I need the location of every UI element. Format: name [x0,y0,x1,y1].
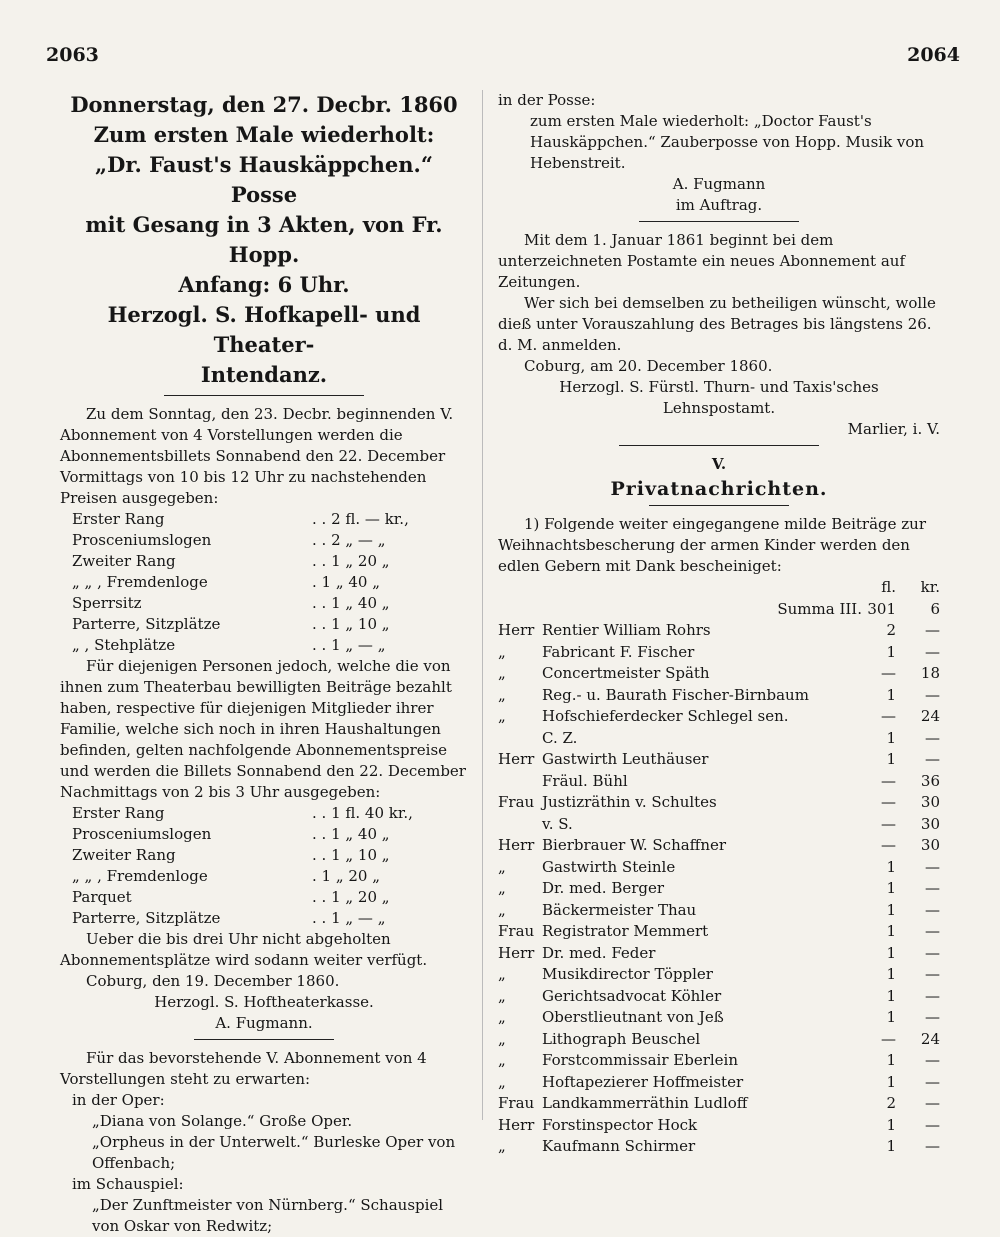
column-divider [482,90,483,1120]
donor-name: C. Z. [542,728,578,747]
donation-row [498,620,940,642]
summa-label: Summa III. [777,599,862,618]
donation-fl: 1 [886,1008,896,1026]
signature-line: A. Fugmann. [215,1014,313,1032]
price-row [72,824,452,845]
donor-title: Herr [498,1115,535,1134]
donation-fl: — [881,814,896,833]
donation-kr: — [925,1008,940,1026]
price-label: Zweiter Rang [72,552,176,570]
donation-kr: — [925,857,940,876]
summa-row [498,599,940,621]
dateline: Coburg, den 19. December 1860. [86,972,340,990]
donation-kr: — [925,1137,940,1155]
programme-posse-label: in der Posse: [498,91,596,109]
donor-name: Gerichtsadvocat Köhler [542,986,722,1005]
price-value: . . 1 „ — „ [312,636,386,654]
donation-kr: — [925,621,940,639]
programme-oper-label: in der Oper: [72,1091,165,1109]
donor-name: Dr. med. Berger [542,879,665,897]
donation-fl: 1 [886,685,896,704]
donation-fl: 1 [886,857,896,876]
donation-fl: 1 [886,879,896,897]
page-number-left: 2063 [46,44,99,66]
donation-row [498,900,940,922]
donation-kr: — [925,879,940,897]
price-label: Parterre, Sitzplätze [72,615,221,633]
signature-line: Marlier, i. V. [847,420,940,438]
price-value: . . 1 „ 10 „ [312,846,390,864]
price-row [72,635,452,656]
donation-fl: — [881,707,896,725]
announcement-date: Donnerstag, den 27. Decbr. 1860 [70,92,458,117]
price-row [72,593,452,614]
signature-line: Herzogl. S. Fürstl. Thurn- und Taxis'sches [559,378,879,396]
donation-row [498,943,940,965]
announcement-line: „Dr. Faust's Hauskäppchen.“ Posse [95,152,433,207]
donation-fl: 1 [886,986,896,1005]
donor-name: Landkammerräthin Ludloff [542,1094,748,1112]
donor-title: Herr [498,750,535,768]
donation-fl: — [881,771,896,790]
donor-title: Frau [498,922,535,940]
postamt-paragraph: Mit dem 1. Januar 1861 beginnt bei dem unterzeichneten Postamte ein neues Abonnement auf Zeitungen. [498,231,906,291]
donation-kr: 30 [920,814,940,833]
donation-row [498,749,940,771]
donor-title: Herr [498,836,535,854]
donation-row [498,964,940,986]
donations-intro: 1) Folgende weiter eingegangene milde Beiträge zur Weihnachtsbescherung der armen Kinder werden den edlen Gebern mit Dank bescheiniget: [498,515,927,575]
donation-fl: 1 [886,922,896,940]
donation-fl: 1 [886,1137,896,1155]
donation-kr: — [925,750,940,768]
donor-name: Forstinspector Hock [542,1115,698,1134]
signature-line: Herzogl. S. Hofkapell- und Theater- [107,302,421,357]
divider [164,395,364,396]
donation-kr: — [925,1094,940,1112]
donation-row [498,814,940,836]
donation-kr: 30 [920,836,940,854]
donation-fl: 1 [886,1051,896,1069]
donor-title: „ [498,1051,506,1069]
donation-row [498,857,940,879]
donor-name: Bierbrauer W. Schaffner [542,836,727,854]
price-label: Prosceniumslogen [72,825,212,843]
price-table-1 [72,509,452,656]
donation-row [498,1029,940,1051]
donor-title: „ [498,642,506,661]
donation-row [498,1050,940,1072]
column-header-fl: fl. [881,578,896,596]
price-row [72,845,452,866]
donation-fl: 1 [886,943,896,962]
donation-kr: 24 [920,707,940,725]
programme-schauspiel-label: im Schauspiel: [72,1175,184,1193]
dateline: Coburg, am 20. December 1860. [524,357,773,375]
programme-paragraph: Für das bevorstehende V. Abonnement von 4 Vorstellungen steht zu erwarten: [60,1049,427,1088]
donor-title: „ [498,965,506,983]
price-label: Sperrsitz [72,594,142,612]
price-label: Prosceniumslogen [72,531,212,549]
donation-kr: — [925,685,940,704]
price-row [72,866,452,887]
donation-row [498,1093,940,1115]
donor-name: Hofschieferdecker Schlegel sen. [542,707,789,725]
donation-fl: 1 [886,965,896,983]
donation-kr: — [925,943,940,962]
divider [639,221,799,222]
price-value: . . 1 „ 40 „ [312,825,390,843]
donor-title: Frau [498,1094,535,1112]
price-row [72,803,452,824]
price-value: . . 2 „ — „ [312,531,386,549]
donation-kr: — [925,642,940,661]
signature-line: A. Fugmann [672,175,766,193]
donation-row [498,835,940,857]
announcement-line: mit Gesang in 3 Akten, von Fr. Hopp. [85,212,443,267]
donor-title: „ [498,1008,506,1026]
donation-kr: 18 [920,664,940,682]
donation-fl: 1 [886,728,896,747]
donation-row [498,986,940,1008]
divider [619,445,819,446]
price-value: . . 1 „ 20 „ [312,552,390,570]
price-label: „ „ , Fremdenloge [72,573,208,591]
donor-title: „ [498,1072,506,1091]
divider [194,1039,334,1040]
donor-name: Dr. med. Feder [542,943,656,962]
donor-title: Herr [498,943,535,962]
donor-title: „ [498,879,506,897]
abonnement-paragraph: Zu dem Sonntag, den 23. Decbr. beginnenden V. Abonnement von 4 Vorstellungen werden die Abonnementsbillets Sonnabend den 22. December Vormittags von 10 bis 12 Uhr zu nachstehenden Preisen ausgegeben: [60,405,454,507]
programme-item: „Der Zunftmeister von Nürnberg.“ Schauspiel von Oskar von Redwitz; [92,1196,444,1235]
donor-name: Fräul. Bühl [542,771,628,790]
price-value: . . 1 „ 10 „ [312,615,390,633]
donation-fl: 2 [886,1094,896,1112]
donation-fl: — [881,793,896,811]
notice-paragraph: Ueber die bis drei Uhr nicht abgeholten Abonnementsplätze wird sodann weiter verfügt. [60,930,428,969]
donor-title: „ [498,900,506,919]
price-row [72,530,452,551]
donor-name: Kaufmann Schirmer [542,1137,696,1155]
price-value: . . 2 fl. — kr., [312,510,409,528]
donor-title: „ [498,1137,506,1155]
page-number-right: 2064 [907,44,960,66]
price-label: Zweiter Rang [72,846,176,864]
donor-name: Forstcommissair Eberlein [542,1051,738,1069]
donation-kr: — [925,965,940,983]
donor-name: Reg.- u. Baurath Fischer-Birnbaum [542,685,809,704]
price-value: . . 1 „ — „ [312,909,386,927]
donor-name: Hoftapezierer Hoffmeister [542,1072,744,1091]
donor-name: Bäckermeister Thau [542,900,697,919]
donor-name: v. S. [542,814,573,833]
price-label: „ „ , Fremdenloge [72,867,208,885]
price-row [72,887,452,908]
summa-kr: 6 [930,599,940,618]
price-table-2 [72,803,452,929]
column-header-kr: kr. [920,578,940,596]
donor-title [498,814,542,836]
price-value: . . 1 „ 20 „ [312,888,390,906]
donation-kr: 24 [920,1029,940,1048]
donor-name: Lithograph Beuschel [542,1029,701,1048]
donations-table [498,577,940,1158]
donation-kr: — [925,1072,940,1091]
summa-fl: 301 [867,599,896,618]
donor-name: Gastwirth Steinle [542,857,676,876]
donor-name: Rentier William Rohrs [542,621,711,639]
price-row [72,908,452,929]
price-label: Erster Rang [72,804,165,822]
section-number: V. [711,455,727,473]
price-row [72,509,452,530]
donation-fl: — [881,1029,896,1048]
donor-title: „ [498,664,506,682]
signature-line: im Auftrag. [675,196,763,214]
programme-item: „Diana von Solange.“ Große Oper. [92,1112,353,1130]
donor-title: „ [498,1029,506,1048]
divider [649,505,789,506]
donor-title: „ [498,986,506,1005]
donor-name: Musikdirector Töppler [542,965,713,983]
price-row [72,572,452,593]
price-row [72,551,452,572]
signature-line: Intendanz. [200,362,328,387]
price-label: „ , Stehplätze [72,636,176,654]
donation-row [498,1136,940,1158]
donor-name: Registrator Memmert [542,922,709,940]
donation-row [498,1007,940,1029]
donation-kr: — [925,922,940,940]
donation-row [498,642,940,664]
programme-item: „Orpheus in der Unterwelt.“ Burleske Oper von Offenbach; [92,1133,456,1172]
programme-item: zum ersten Male wiederholt: „Doctor Faust's Hauskäppchen.“ Zauberposse von Hopp. Musik von Hebenstreit. [530,112,925,172]
donor-title [498,771,542,793]
price-label: Parquet [72,888,132,906]
left-column [60,90,468,1237]
price-label: Parterre, Sitzplätze [72,909,221,927]
donation-row [498,878,940,900]
donation-fl: — [881,664,896,682]
donation-kr: — [925,986,940,1005]
price-value: . . 1 fl. 40 kr., [312,804,413,822]
postamt-paragraph: Wer sich bei demselben zu betheiligen wünscht, wolle dieß unter Vorauszahlung des Betrages bis längstens 26. d. M. anmelden. [498,294,936,354]
donor-title: Herr [498,621,535,639]
donor-title: „ [498,685,506,704]
donor-title: Frau [498,793,535,811]
donation-kr: — [925,1115,940,1134]
donation-kr: — [925,1051,940,1069]
donation-row [498,706,940,728]
donation-row [498,663,940,685]
price-value: . . 1 „ 40 „ [312,594,390,612]
donation-kr: — [925,728,940,747]
signature-line: Herzogl. S. Hoftheaterkasse. [154,993,374,1011]
donation-fl: 1 [886,1115,896,1134]
donation-fl: 1 [886,1072,896,1091]
donation-fl: 1 [886,750,896,768]
donation-fl: 1 [886,900,896,919]
price-label: Erster Rang [72,510,165,528]
price-value: . 1 „ 40 „ [312,573,381,591]
donation-row [498,921,940,943]
donation-row [498,685,940,707]
reduced-price-paragraph: Für diejenigen Personen jedoch, welche die von ihnen zum Theaterbau bewilligten Beiträge bezahlt haben, respective für diejenigen Mitglieder ihrer Familie, welche sich noch in ihren Haushaltungen befinden, gelten nachfolgende Abonnementspreise und werden die Billets Sonnabend den 22. December Nachmittags von 2 bis 3 Uhr ausgegeben: [60,657,466,801]
donation-fl: 2 [886,621,896,639]
right-column [498,90,940,1158]
donation-kr: 36 [920,771,940,790]
donation-row [498,1072,940,1094]
signature-line: Lehnspostamt. [662,399,776,417]
donor-name: Oberstlieutnant von Jeß [542,1008,724,1026]
donor-title [498,728,542,750]
donation-row [498,728,940,750]
section-title: Privatnachrichten. [610,478,828,500]
announcement-start-time: Anfang: 6 Uhr. [178,272,350,297]
donor-title: „ [498,857,506,876]
donation-kr: — [925,900,940,919]
donor-name: Concertmeister Späth [542,664,710,682]
donation-row [498,1115,940,1137]
donor-name: Justizräthin v. Schultes [542,793,717,811]
donor-title: „ [498,707,506,725]
donations-header-row [498,577,940,599]
donor-name: Gastwirth Leuthäuser [542,750,709,768]
price-value: . 1 „ 20 „ [312,867,381,885]
donation-row [498,792,940,814]
donation-kr: 30 [920,793,940,811]
donation-fl: 1 [886,642,896,661]
donation-fl: — [881,836,896,854]
donor-name: Fabricant F. Fischer [542,642,695,661]
announcement-line: Zum ersten Male wiederholt: [93,122,435,147]
donation-row [498,771,940,793]
price-row [72,614,452,635]
